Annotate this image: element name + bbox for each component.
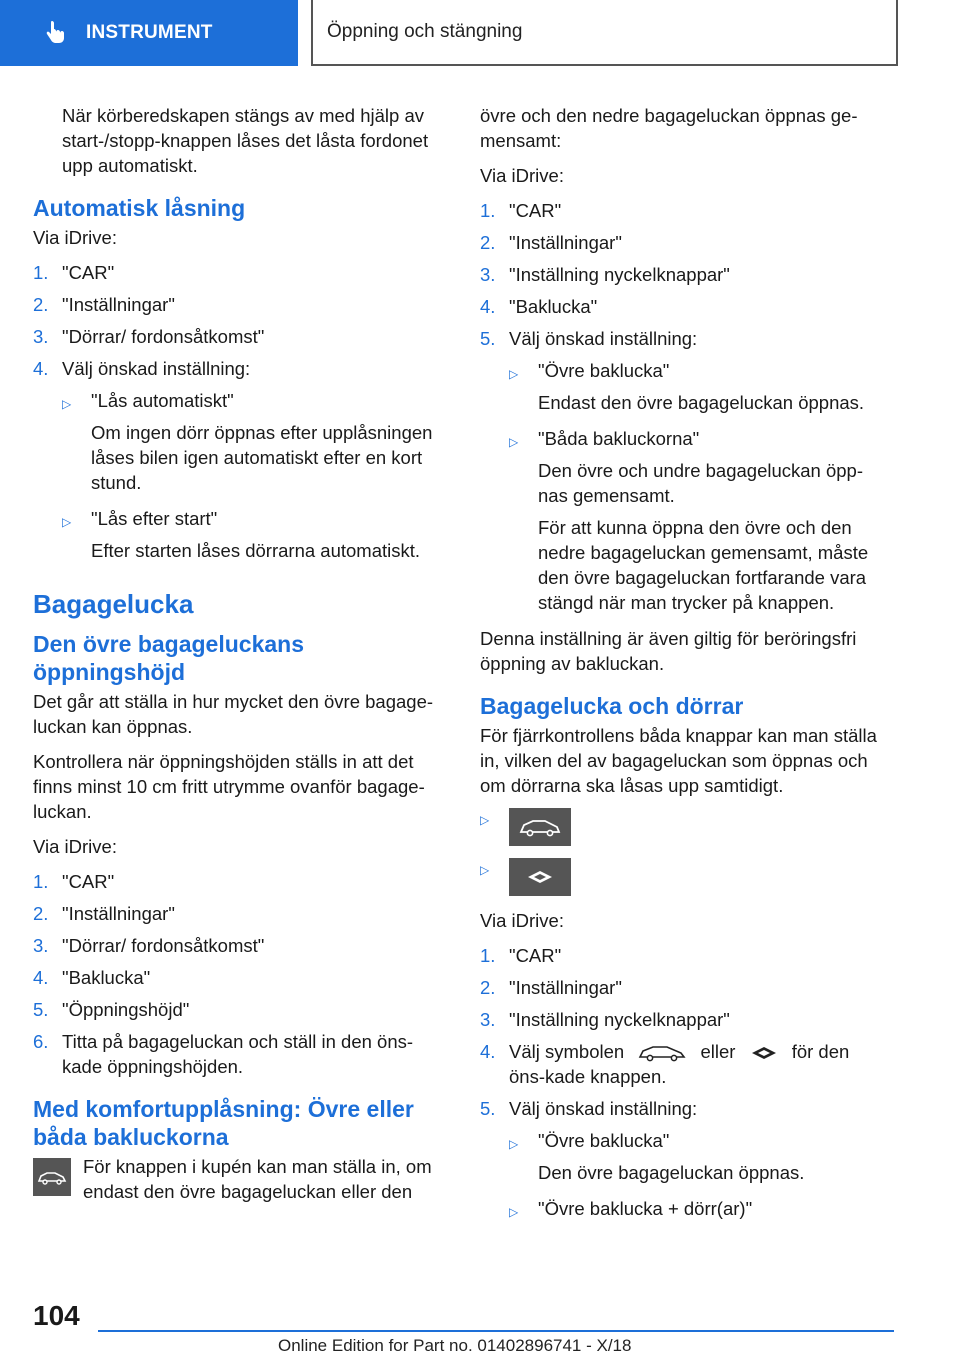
list-item: 5. Välj önskad inställning:: [480, 328, 698, 349]
intro-paragraph: övre och den nedre bagageluckan öppnas ge-mensamt:: [480, 105, 858, 151]
paragraph: För fjärrkontrollens båda knappar kan man ställa in, vilken del av bagageluckan som öppnas och om dörrarna ska låsas upp samtidigt.: [480, 725, 877, 796]
paragraph: Kontrollera när öppningshöjden ställs in att det finns minst 10 cm fritt utrymme ovanför bagage-luckan.: [33, 751, 425, 822]
list-item: 4. Välj symbolen eller för den öns-kade knappen.: [480, 1041, 850, 1087]
option-desc: Efter starten låses dörrarna automatiskt.: [91, 540, 421, 561]
section-tab: [0, 0, 298, 66]
list-item: 1. "CAR": [33, 871, 115, 892]
option-title: "Övre baklucka + dörr(ar)": [538, 1198, 753, 1219]
option-desc: Endast den övre bagageluckan öppnas.: [538, 392, 865, 413]
triangle-bullet-icon: ▷: [62, 515, 72, 529]
note-paragraph: Denna inställning är även giltig för beröringsfri öppning av bakluckan.: [480, 628, 857, 674]
page-number: 104: [33, 1300, 80, 1331]
opening-height-steps: [33, 869, 448, 1079]
list-item: 1. "CAR": [33, 262, 115, 283]
list-item: 4. Välj önskad inställning:: [33, 358, 251, 379]
option-desc: För att kunna öppna den övre och den nedre bagageluckan gemensamt, måste den övre bagageluckan fortfarande vara stängd när man trycker på knappen.: [538, 517, 869, 613]
via-idrive-label: Via iDrive:: [480, 910, 564, 931]
edition-text: Online Edition for Part no. 01402896741 - X/18: [278, 1336, 632, 1355]
diamond-icon: [509, 858, 571, 896]
car-trunk-icon: [509, 808, 571, 846]
list-item: 2. "Inställningar": [33, 294, 175, 315]
option-title: "Övre baklucka": [538, 1130, 670, 1151]
list-item: 6. Titta på bagageluckan och ställ in den öns-kade öppningshöjden.: [33, 1031, 414, 1077]
triangle-bullet-icon: ▷: [62, 397, 72, 411]
list-item: 4. "Baklucka": [33, 967, 151, 988]
list-item: 3. "Dörrar/ fordonsåtkomst": [33, 326, 265, 347]
key-steps: [480, 198, 890, 351]
triangle-bullet-icon: ▷: [509, 1137, 519, 1151]
bagagelucka-heading: Bagagelucka: [33, 589, 194, 619]
doors-heading: Bagagelucka och dörrar: [480, 693, 744, 719]
icon-option: [480, 858, 890, 896]
hand-pointer-icon: [42, 20, 68, 46]
option-item: [509, 1196, 890, 1228]
doors-steps: [480, 943, 890, 1121]
list-item: 2. "Inställningar": [480, 977, 622, 998]
list-item: 2. "Inställningar": [33, 903, 175, 924]
diamond-icon: [749, 1044, 779, 1062]
footer-divider: [98, 1330, 894, 1332]
auto-lock-steps: [33, 260, 448, 381]
list-item: 1. "CAR": [480, 200, 562, 221]
auto-lock-heading: Automatisk låsning: [33, 195, 246, 221]
via-idrive-label: Via iDrive:: [33, 836, 117, 857]
icon-option: [480, 808, 890, 846]
triangle-bullet-icon: ▷: [509, 435, 519, 449]
comfort-heading: Med komfortupplåsning: Övre eller båda bakluckorna: [33, 1096, 414, 1150]
paragraph: Det går att ställa in hur mycket den övre bagage-luckan kan öppnas.: [33, 691, 434, 737]
option-title: "Lås efter start": [91, 508, 218, 529]
list-item: 3. "Inställning nyckelknappar": [480, 264, 730, 285]
triangle-bullet-icon: ▷: [509, 1205, 519, 1219]
option-desc: Den övre bagageluckan öppnas.: [538, 1162, 805, 1183]
intro-paragraph: När körberedskapen stängs av med hjälp av start-/stopp-knappen låses det låsta fordonet upp automatiskt.: [62, 105, 429, 176]
option-item: [509, 358, 890, 422]
section-label: INSTRUMENT: [86, 22, 213, 43]
opening-height-heading: Den övre bagageluckans öppningshöjd: [33, 631, 304, 685]
list-item: 5. "Öppningshöjd": [33, 999, 190, 1020]
list-item: 1. "CAR": [480, 945, 562, 966]
option-desc: Den övre och undre bagageluckan öpp-nas gemensamt.: [538, 460, 864, 506]
triangle-bullet-icon: ▷: [509, 367, 519, 381]
option-item: [509, 426, 890, 622]
list-item: 5. Välj önskad inställning:: [480, 1098, 698, 1119]
option-item: [62, 388, 448, 502]
comfort-text: För knappen i kupén kan man ställa in, om endast den övre bagageluckan eller den: [83, 1156, 432, 1202]
car-trunk-icon: [637, 1043, 687, 1063]
triangle-bullet-icon: ▷: [480, 863, 490, 877]
list-item: 4. "Baklucka": [480, 296, 598, 317]
option-title: "Lås automatiskt": [91, 390, 234, 411]
triangle-bullet-icon: ▷: [480, 813, 490, 827]
option-item: [62, 506, 448, 570]
option-title: "Båda bakluckorna": [538, 428, 700, 449]
right-column: [480, 103, 890, 1232]
list-item: 2. "Inställningar": [480, 232, 622, 253]
comfort-paragraph: [33, 1154, 448, 1204]
option-desc: Om ingen dörr öppnas efter upplåsningen låses bilen igen automatiskt efter en kort stund.: [91, 422, 433, 493]
left-column: [33, 103, 448, 1204]
list-item: 3. "Dörrar/ fordonsåtkomst": [33, 935, 265, 956]
via-idrive-label: Via iDrive:: [33, 227, 117, 248]
via-idrive-label: Via iDrive:: [480, 165, 564, 186]
chapter-tab: [311, 0, 898, 66]
car-trunk-icon: [33, 1158, 71, 1196]
option-title: "Övre baklucka": [538, 360, 670, 381]
chapter-label: Öppning och stängning: [327, 21, 523, 42]
list-item: 3. "Inställning nyckelknappar": [480, 1009, 730, 1030]
option-item: [509, 1128, 890, 1192]
